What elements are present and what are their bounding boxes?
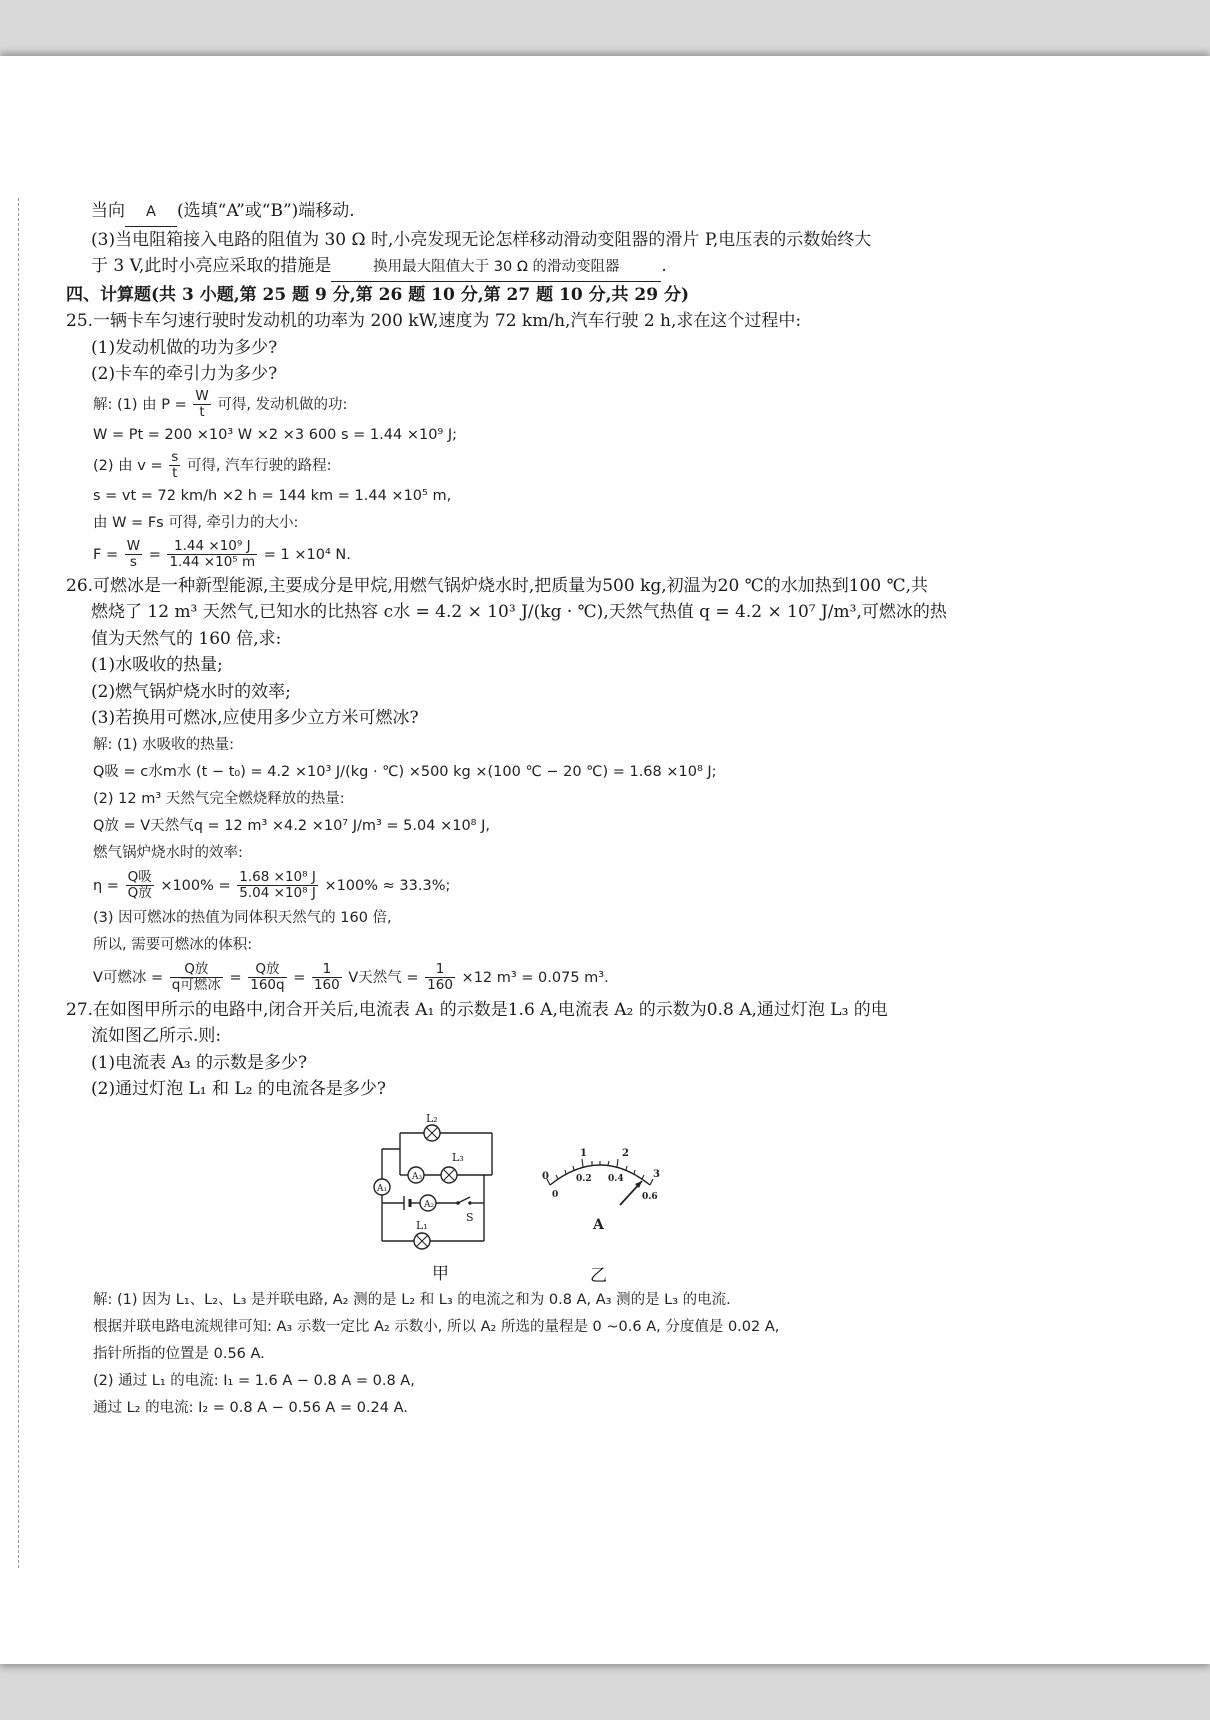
text: V可燃冰 =	[93, 969, 164, 986]
denominator: s	[129, 554, 137, 570]
denominator: t	[172, 465, 178, 481]
dial-mark: 0	[542, 1170, 549, 1182]
dial-mark: 2	[622, 1147, 629, 1159]
caption-yi: 乙	[590, 1265, 607, 1286]
question-26-line2: 燃烧了 12 m³ 天然气,已知水的比热容 c水 = 4.2 × 10³ J/(kg · ℃),天然气热值 q = 4.2 × 10⁷ J/m³,可燃冰的热	[91, 602, 947, 622]
dial-mark: 3	[653, 1168, 660, 1180]
dial-mark: 0.6	[642, 1191, 658, 1202]
fraction	[248, 962, 286, 993]
text: F =	[93, 546, 119, 563]
text: 当向	[91, 201, 125, 221]
figure-area	[66, 1107, 966, 1287]
numerator: 1.68 ×10⁸ J	[239, 869, 316, 885]
solution-line	[66, 388, 966, 422]
question-26-line3: 值为天然气的 160 倍,求:	[91, 628, 282, 649]
numerator: 1.44 ×10⁹ J	[167, 539, 257, 555]
solution-line	[66, 537, 966, 573]
text: =	[293, 969, 306, 986]
solution-line	[66, 867, 966, 905]
fraction	[126, 870, 154, 901]
exam-page	[0, 56, 1210, 1664]
question-25: 25.一辆卡车匀速行驶时发动机的功率为 200 kW,速度为 72 km/h,汽车行驶 2 h,求在这个过程中:	[66, 311, 802, 331]
section-heading: 四、计算题(共 3 小题,第 25 题 9 分,第 26 题 10 分,第 27 题 10 分,共 29 分)	[66, 284, 690, 305]
question-26: 26.可燃冰是一种新型能源,主要成分是甲烷,用燃气锅炉烧水时,把质量为500 kg,初温为20 ℃的水加热到100 ℃,共	[66, 575, 929, 596]
dial-unit: A	[593, 1216, 604, 1233]
solution-line: 通过 L₂ 的电流: I₂ = 0.8 A − 0.56 A = 0.24 A.	[93, 1399, 408, 1416]
solution-line: 所以, 需要可燃冰的体积:	[93, 936, 253, 953]
denominator: 1.44 ×10⁵ m	[169, 554, 256, 570]
line-part3: (3)当电阻箱接入电路的阻值为 30 Ω 时,小亮发现无论怎样移动滑动变阻器的滑片 P,电压表的示数始终大	[91, 229, 872, 250]
solution-line: 解: (1) 水吸收的热量:	[93, 736, 235, 753]
line-direction	[66, 198, 966, 227]
numerator: Q放	[170, 962, 223, 978]
fraction	[193, 389, 210, 420]
numerator: 1	[312, 962, 342, 978]
numerator: Q放	[248, 962, 286, 978]
text: (选填“A”或“B”)端移动.	[177, 201, 355, 221]
fraction	[167, 539, 257, 570]
text: 解: (1) 由 P =	[93, 396, 187, 413]
fraction	[312, 962, 342, 993]
question-25-part1: (1)发动机做的功为多少?	[91, 337, 278, 358]
text: 可得, 汽车行驶的路程:	[186, 457, 332, 474]
text: .	[661, 256, 667, 276]
solution-line: Q放 = V天然气q = 12 m³ ×4.2 ×10⁷ J/m³ = 5.04 ×10⁸ J,	[93, 817, 490, 834]
fraction	[170, 962, 223, 993]
solution-line: 根据并联电路电流规律可知: A₃ 示数一定比 A₂ 示数小, 所以 A₂ 所选的量程是 0 ~0.6 A, 分度值是 0.02 A,	[93, 1318, 780, 1335]
text: η =	[93, 877, 119, 894]
solution-line: 由 W = Fs 可得, 牵引力的大小:	[93, 514, 299, 531]
answer-blank: A	[125, 199, 177, 227]
solution-line: (2) 通过 L₁ 的电流: I₁ = 1.6 A − 0.8 A = 0.8 A,	[93, 1372, 415, 1389]
question-26-part2: (2)燃气锅炉烧水时的效率;	[91, 681, 291, 702]
question-26-part3: (3)若换用可燃冰,应使用多少立方米可燃冰?	[91, 708, 419, 728]
dial-mark: 1	[580, 1147, 587, 1159]
solution-line: s = vt = 72 km/h ×2 h = 144 km = 1.44 ×10⁵ m,	[93, 487, 452, 504]
numerator: W	[126, 538, 141, 554]
lamp-l1-label: L₁	[416, 1218, 428, 1232]
caption-jia: 甲	[432, 1263, 449, 1284]
dial-mark: 0.2	[576, 1173, 592, 1184]
ammeter-dial	[538, 1137, 668, 1237]
circuit-diagram	[366, 1113, 526, 1263]
dial-mark: 0	[552, 1189, 559, 1200]
numerator: W	[195, 388, 209, 404]
denominator: Q放	[127, 885, 152, 901]
denominator: 160	[313, 977, 340, 993]
text: ×100% ≈ 33.3%;	[324, 877, 451, 894]
fraction	[169, 450, 180, 481]
text: ×12 m³ = 0.075 m³.	[461, 969, 609, 986]
denominator: 5.04 ×10⁸ J	[239, 885, 316, 901]
numerator: s	[171, 449, 179, 465]
fraction	[237, 870, 318, 901]
question-26-part1: (1)水吸收的热量;	[91, 655, 223, 675]
answer-blank: 换用最大阻值大于 30 Ω 的滑动变阻器	[331, 254, 661, 282]
numerator: Q吸	[127, 869, 152, 885]
ammeter-a3-label: A₃	[412, 1171, 423, 1182]
fraction	[425, 962, 455, 993]
text: 于 3 V,此时小亮应采取的措施是	[91, 256, 332, 276]
denominator: 160	[427, 977, 453, 993]
lamp-l3-label: L₃	[452, 1150, 464, 1164]
numerator: 1	[425, 962, 455, 978]
question-27: 27.在如图甲所示的电路中,闭合开关后,电流表 A₁ 的示数是1.6 A,电流表 A₂ 的示数为0.8 A,通过灯泡 L₃ 的电	[66, 999, 888, 1020]
text: =	[229, 969, 242, 986]
page-content	[66, 198, 966, 1422]
text: = 1 ×10⁴ N.	[263, 546, 351, 563]
ammeter-a2-label: A₂	[424, 1199, 435, 1210]
denominator: 160q	[250, 977, 285, 993]
text: V天然气 =	[348, 969, 419, 986]
denominator: q可燃冰	[171, 977, 221, 993]
ammeter-a1-label: A₁	[377, 1183, 388, 1194]
solution-line: (3) 因可燃冰的热值为同体积天然气的 160 倍,	[93, 909, 392, 926]
solution-line: Q吸 = c水m水 (t − t₀) = 4.2 ×10³ J/(kg · ℃) ×500 kg ×(100 ℃ − 20 ℃) = 1.68 ×10⁸ J;	[93, 763, 717, 780]
solution-line: 指针所指的位置是 0.56 A.	[93, 1345, 265, 1362]
solution-line: W = Pt = 200 ×10³ W ×2 ×3 600 s = 1.44 ×10⁹ J;	[93, 426, 458, 443]
fraction	[125, 539, 142, 570]
text: ×100% =	[160, 877, 231, 894]
text: 可得, 发动机做的功:	[217, 396, 348, 413]
dial-mark: 0.4	[608, 1173, 624, 1184]
solution-line: (2) 12 m³ 天然气完全燃烧释放的热量:	[93, 790, 345, 807]
switch-label: S	[466, 1210, 474, 1224]
solution-line: 解: (1) 因为 L₁、L₂、L₃ 是并联电路, A₂ 测的是 L₂ 和 L₃ 的电流之和为 0.8 A, A₃ 测的是 L₃ 的电流.	[93, 1291, 731, 1308]
denominator: t	[199, 404, 205, 420]
solution-line: 燃气锅炉烧水时的效率:	[93, 844, 243, 861]
lamp-l2-label: L₂	[426, 1112, 438, 1125]
question-27-line2: 流如图乙所示.则:	[91, 1026, 222, 1046]
question-25-part2: (2)卡车的牵引力为多少?	[91, 364, 278, 384]
text: =	[148, 546, 161, 563]
text: (2) 由 v =	[93, 457, 163, 474]
question-27-part2: (2)通过灯泡 L₁ 和 L₂ 的电流各是多少?	[91, 1079, 387, 1099]
line-measure	[66, 253, 966, 282]
solution-line	[66, 449, 966, 483]
question-27-part1: (1)电流表 A₃ 的示数是多少?	[91, 1052, 308, 1073]
solution-line	[66, 959, 966, 997]
